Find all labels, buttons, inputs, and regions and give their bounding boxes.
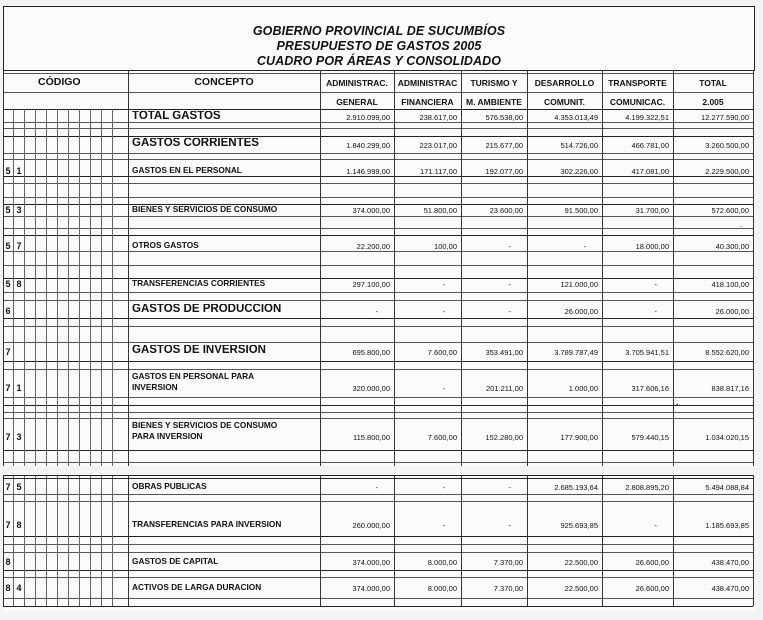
value-transferencias-corrientes-col1: 297.100,00 <box>352 280 390 289</box>
grid-row-line <box>3 326 753 327</box>
column-header-1-line2: GENERAL <box>336 97 378 107</box>
value-total-gastos-col2: 238.617,00 <box>419 113 457 122</box>
grid-row-line <box>3 235 753 236</box>
grid-row-line <box>3 183 753 184</box>
code-digit-1: 7 <box>5 347 11 357</box>
value-gastos-inversion-col5: 3.705.941,51 <box>625 348 669 357</box>
value-bienes-servicios-col4: 91.500,00 <box>564 206 598 215</box>
value-transferencias-corrientes-col6: 418.100,00 <box>711 280 749 289</box>
grid-row-line <box>3 197 753 198</box>
value-gastos-personal-col2: 171.117,00 <box>420 167 457 176</box>
value-bienes-servicios-col2: 51.800,00 <box>423 206 457 215</box>
column-header-5-line1: TRANSPORTE <box>608 78 667 88</box>
value-total-gastos-col3: 576.538,00 <box>485 113 523 122</box>
value-bienes-servicios-col1: 374.000,00 <box>352 206 390 215</box>
code-subcolumn-line <box>57 109 58 606</box>
grid-row-line <box>3 501 753 502</box>
concept-activos-larga-duracion: ACTIVOS DE LARGA DURACION <box>132 582 262 592</box>
concept-otros-gastos: OTROS GASTOS <box>132 240 199 250</box>
value-otros-gastos-col4: - <box>583 242 586 251</box>
value-gastos-produccion-col2: - <box>442 307 445 316</box>
value-gastos-capital-col2: 8.000,00 <box>427 558 457 567</box>
value-total-gastos-col5: 4.199.322,51 <box>625 113 669 122</box>
column-header-3-line1: TURISMO Y <box>470 78 518 88</box>
document-header <box>3 6 755 71</box>
column-header-concepto: CONCEPTO <box>194 76 254 88</box>
value-obras-publicas-col2: - <box>442 483 445 492</box>
grid-row-line <box>3 70 753 71</box>
concept-gastos-capital: GASTOS DE CAPITAL <box>132 556 219 566</box>
concept-transferencias-inversion: TRANSFERENCIAS PARA INVERSION <box>132 519 282 529</box>
concept-total-gastos: TOTAL GASTOS <box>132 111 221 122</box>
code-digit-2: 8 <box>16 520 22 530</box>
concept-bienes-inversion-line2: PARA INVERSION <box>132 431 203 441</box>
value-transferencias-inversion-col6: 1.185.693,85 <box>705 521 749 530</box>
value-gastos-inversion-col4: 3.789.787,49 <box>554 348 598 357</box>
value-gastos-capital-col4: 22.500,00 <box>564 558 598 567</box>
value-bienes-inversion-col1: 115.800,00 <box>353 433 390 442</box>
code-subcolumn-line <box>101 109 102 606</box>
value-gastos-capital-col3: 7.370,00 <box>493 558 523 567</box>
value-gastos-produccion-col4: 26.000,00 <box>564 307 598 316</box>
value-transferencias-corrientes-col4: 121.000,00 <box>560 280 598 289</box>
grid-row-line <box>3 159 753 160</box>
grid-row-line <box>3 73 753 74</box>
code-digit-2: 3 <box>16 205 22 215</box>
value-obras-publicas-col5: 2.808.895,20 <box>625 483 669 492</box>
value-personal-inversion-col5: 317.606,16 <box>631 384 669 393</box>
header-title: GOBIERNO PROVINCIAL DE SUCUMBÍOS <box>252 24 506 38</box>
concept-transferencias-corrientes: TRANSFERENCIAS CORRIENTES <box>132 278 266 288</box>
value-bienes-inversion-col5: 579.440,15 <box>631 433 669 442</box>
value-activos-larga-duracion-col5: 26.600,00 <box>635 584 669 593</box>
value-bienes-inversion-col3: 152.280,00 <box>485 433 523 442</box>
value-activos-larga-duracion-col6: 438.470,00 <box>711 584 749 593</box>
value-gastos-inversion-col1: 695.800,00 <box>352 348 390 357</box>
code-digit-1: 5 <box>5 279 11 289</box>
value-personal-inversion-col4: 1.000,00 <box>568 384 598 393</box>
grid-row-line <box>3 251 753 252</box>
grid-row-line <box>3 450 753 451</box>
value-activos-larga-duracion-col2: 8.000,00 <box>427 584 457 593</box>
grid-row-line <box>3 204 753 205</box>
concept-obras-publicas: OBRAS PUBLICAS <box>132 481 207 491</box>
value-transferencias-corrientes-col2: - <box>442 280 445 289</box>
value-activos-larga-duracion-col4: 22.500,00 <box>564 584 598 593</box>
value-gastos-inversion-col3: 353.491,00 <box>485 348 523 357</box>
grid-row-line <box>3 412 753 413</box>
grid-row-line <box>3 418 753 419</box>
code-digit-1: 6 <box>5 306 11 316</box>
grid-column-line <box>128 70 129 606</box>
value-obras-publicas-col4: 2.685.193,64 <box>554 483 598 492</box>
column-header-3-line2: M. AMBIENTE <box>466 97 522 107</box>
value-gastos-personal-col6: 2.229.500,00 <box>705 167 749 176</box>
grid-row-line <box>3 342 753 343</box>
value-gastos-personal-col5: 417.081,00 <box>631 167 669 176</box>
header-subtitle-2: CUADRO POR ÁREAS Y CONSOLIDADO <box>256 54 502 68</box>
value-bienes-servicios-col3: 23.600,00 <box>489 206 523 215</box>
column-header-codigo: CÓDIGO <box>38 76 81 88</box>
concept-gastos-inversion: GASTOS DE INVERSION <box>132 345 266 356</box>
code-digit-1: 7 <box>5 432 11 442</box>
value-otros-gastos-col1: 22.200,00 <box>356 242 390 251</box>
column-header-1-line1: ADMINISTRAC. <box>326 78 388 88</box>
code-subcolumn-line <box>46 109 47 606</box>
code-subcolumn-line <box>79 109 80 606</box>
code-digit-1: 5 <box>5 241 11 251</box>
value-transferencias-inversion-col3: - <box>508 521 511 530</box>
value-personal-inversion-col1: 320.000,00 <box>352 384 390 393</box>
value-personal-inversion-col6: 838.817,16 <box>711 384 749 393</box>
grid-row-line <box>3 216 753 217</box>
code-digit-1: 5 <box>5 166 11 176</box>
grid-row-line <box>3 577 753 578</box>
concept-personal-inversion-line2: INVERSION <box>132 382 178 392</box>
value-bienes-servicios-col5: 31.700,00 <box>635 206 669 215</box>
grid-row-line <box>3 265 753 266</box>
value-gastos-capital-col1: 374.000,00 <box>352 558 390 567</box>
value-personal-inversion-col3: 201.211,00 <box>486 384 523 393</box>
value-gastos-corrientes-col2: 223.017,00 <box>419 141 457 150</box>
code-digit-2: 5 <box>16 482 22 492</box>
value-obras-publicas-col1: - <box>375 483 378 492</box>
value-total-gastos-col6: 12.277.590,00 <box>701 113 749 122</box>
value-bienes-inversion-col4: 177.900,00 <box>560 433 598 442</box>
value-transferencias-inversion-col4: 925.693,85 <box>560 521 598 530</box>
value-gastos-personal-col4: 302.226,00 <box>560 167 598 176</box>
concept-gastos-corrientes: GASTOS CORRIENTES <box>132 138 259 149</box>
grid-row-line <box>3 475 753 476</box>
code-subcolumn-line <box>68 109 69 606</box>
grid-row-line <box>3 405 753 406</box>
code-digit-1: 7 <box>5 482 11 492</box>
grid-row-line <box>3 292 753 293</box>
grid-row-line <box>3 122 753 123</box>
stray-mark: - <box>740 224 743 231</box>
code-subcolumn-line <box>90 109 91 606</box>
grid-row-line <box>3 598 753 599</box>
grid-row-line <box>3 544 753 545</box>
code-digit-2: 1 <box>16 383 22 393</box>
value-transferencias-inversion-col1: 260.000,00 <box>352 521 390 530</box>
value-gastos-corrientes-col3: 215.677,00 <box>485 141 523 150</box>
value-gastos-inversion-col2: 7.600,00 <box>427 348 457 357</box>
value-gastos-corrientes-col1: 1.840.299,00 <box>346 141 390 150</box>
grid-row-line <box>3 494 753 495</box>
grid-row-line <box>3 109 753 110</box>
value-bienes-servicios-col6: 572.600,00 <box>711 206 749 215</box>
grid-row-line <box>3 92 753 93</box>
grid-row-line <box>3 136 753 137</box>
code-digit-2: 8 <box>16 279 22 289</box>
value-gastos-capital-col6: 438.470,00 <box>711 558 749 567</box>
value-otros-gastos-col2: 100,00 <box>434 242 457 251</box>
value-gastos-produccion-col1: - <box>375 307 378 316</box>
value-transferencias-corrientes-col3: - <box>508 280 511 289</box>
value-otros-gastos-col6: 40.300,00 <box>715 242 749 251</box>
value-gastos-personal-col3: 192.077,00 <box>485 167 523 176</box>
value-gastos-inversion-col6: 8.552.620,00 <box>705 348 749 357</box>
grid-row-line <box>3 278 753 279</box>
code-subcolumn-line <box>35 109 36 606</box>
grid-row-line <box>3 300 753 301</box>
value-otros-gastos-col5: 18.000,00 <box>635 242 669 251</box>
value-gastos-personal-col1: 1.146.999,00 <box>346 167 390 176</box>
value-total-gastos-col1: 2.910.099,00 <box>346 113 390 122</box>
value-otros-gastos-col3: - <box>508 242 511 251</box>
value-total-gastos-col4: 4.353.013,49 <box>554 113 598 122</box>
grid-row-line <box>3 153 753 154</box>
value-personal-inversion-col2: - <box>442 384 445 393</box>
concept-personal-inversion: GASTOS EN PERSONAL PARA <box>132 371 255 381</box>
code-digit-2: 1 <box>16 166 22 176</box>
grid-row-line <box>3 570 753 571</box>
concept-gastos-produccion: GASTOS DE PRODUCCION <box>132 304 282 315</box>
value-gastos-produccion-col6: 26.000,00 <box>715 307 749 316</box>
code-digit-1: 7 <box>5 383 11 393</box>
column-header-5-line2: COMUNICAC. <box>609 97 666 107</box>
value-bienes-inversion-col6: 1.034.020,15 <box>705 433 749 442</box>
concept-bienes-inversion: BIENES Y SERVICIOS DE CONSUMO <box>132 420 278 430</box>
grid-row-line <box>3 128 753 129</box>
code-digit-1: 5 <box>5 205 11 215</box>
concept-bienes-servicios: BIENES Y SERVICIOS DE CONSUMO <box>132 204 278 214</box>
grid-column-line <box>753 70 754 606</box>
grid-row-line <box>3 552 753 553</box>
code-digit-2: 4 <box>16 583 22 593</box>
code-digit-1: 7 <box>5 520 11 530</box>
column-header-4-line1: DESARROLLO <box>534 78 595 88</box>
grid-row-line <box>3 478 753 479</box>
value-obras-publicas-col6: 5.494.088,84 <box>705 483 749 492</box>
value-transferencias-inversion-col5: - <box>654 521 657 530</box>
value-obras-publicas-col3: - <box>508 483 511 492</box>
value-gastos-corrientes-col6: 3.260.500,00 <box>705 141 749 150</box>
code-subcolumn-line <box>13 109 14 606</box>
column-header-2-line2: FINANCIERA <box>401 97 454 107</box>
column-header-6-line1: TOTAL <box>699 78 727 88</box>
grid-row-line <box>3 606 753 607</box>
grid-row-line <box>3 318 753 319</box>
value-gastos-produccion-col5: - <box>654 307 657 316</box>
value-gastos-corrientes-col5: 466.781,00 <box>631 141 669 150</box>
grid-row-line <box>3 228 753 229</box>
page-break-gap <box>0 466 763 475</box>
code-digit-2: 7 <box>16 241 22 251</box>
code-digit-1: 8 <box>5 583 11 593</box>
grid-row-line <box>3 369 753 370</box>
value-bienes-inversion-col2: 7.600,00 <box>427 433 457 442</box>
column-header-2-line1: ADMINISTRAC <box>397 78 458 88</box>
value-gastos-corrientes-col4: 514.726,00 <box>560 141 598 150</box>
grid-row-line <box>3 462 753 463</box>
code-subcolumn-line <box>112 109 113 606</box>
column-header-6-line2: 2.005 <box>702 97 724 107</box>
value-gastos-produccion-col3: - <box>508 307 511 316</box>
value-gastos-capital-col5: 26.600,00 <box>635 558 669 567</box>
concept-gastos-personal: GASTOS EN EL PERSONAL <box>132 165 242 175</box>
grid-row-line <box>3 536 753 537</box>
value-activos-larga-duracion-col1: 374.000,00 <box>352 584 390 593</box>
code-digit-1: 8 <box>5 557 11 567</box>
value-transferencias-inversion-col2: - <box>442 521 445 530</box>
grid-row-line <box>3 397 753 398</box>
code-digit-2: 3 <box>16 432 22 442</box>
code-subcolumn-line <box>24 109 25 606</box>
value-transferencias-corrientes-col5: - <box>654 280 657 289</box>
column-header-4-line2: COMUNIT. <box>543 97 586 107</box>
value-activos-larga-duracion-col3: 7.370,00 <box>493 584 523 593</box>
header-subtitle: PRESUPUESTO DE GASTOS 2005 <box>276 39 482 53</box>
grid-row-line <box>3 176 753 177</box>
grid-row-line <box>3 361 753 362</box>
stray-mark: • <box>676 402 679 409</box>
